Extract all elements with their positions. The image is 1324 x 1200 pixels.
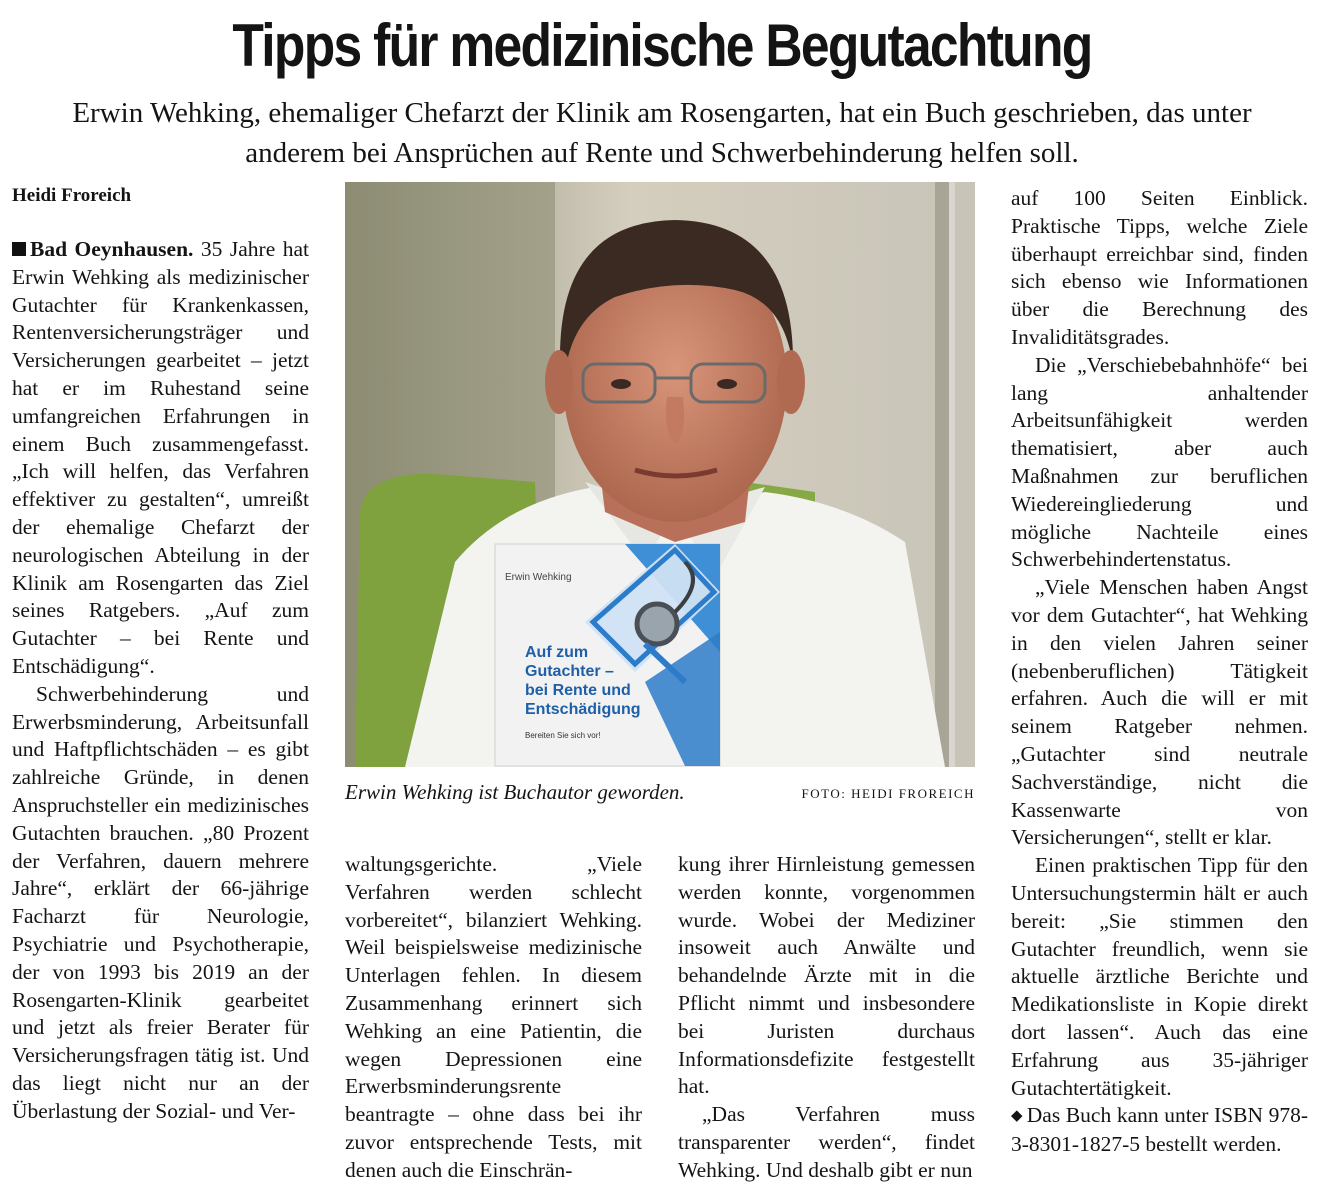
article-paragraph: Schwerbehinderung und Erwerbsminderung, Arbeitsunfall und Haftpflichtschäden – es gibt zahlreiche Gründe, in denen Anspruchsteller ein medizinisches Gutachten brauchen. „80 Prozent der Verfahren, dauern mehrere Jahre“, erklärt der 66-jährige Facharzt für Neurologie, Psychiatrie und Psychotherapie, der von 1993 bis 2019 an der Rosengarten-Klinik gearbeitet und jetzt als freier Berater für Versicherungsfragen tätig ist. Und das liegt nicht nur an der Überlastung der Sozial- und Ver- — [12, 681, 309, 1123]
book-title-line: bei Rente und — [525, 682, 631, 699]
photo-caption: Erwin Wehking ist Buchautor geworden. — [345, 780, 685, 804]
photo-credit: FOTO: HEIDI FROREICH — [801, 786, 975, 801]
diamond-bullet-icon: ◆ — [1011, 1108, 1023, 1125]
article-paragraph — [1011, 1102, 1308, 1159]
isbn-note: Das Buch kann unter ISBN 978-3-8301-1827-5 bestellt werden. — [1011, 1103, 1308, 1157]
article-paragraph: „Das Verfahren muss transparenter werden“, findet Wehking. Und deshalb gibt er nun — [678, 1102, 975, 1182]
book-tagline: Bereiten Sie sich vor! — [525, 731, 601, 740]
dateline: Bad Oeynhausen. — [30, 237, 194, 261]
book-title-line: Auf zum — [525, 644, 589, 661]
article-column-4 — [1011, 185, 1308, 1159]
article-photo — [345, 182, 975, 767]
headline: Tipps für medizinische Begutachtung — [232, 12, 1092, 79]
book-title-line: Gutachter – — [525, 663, 614, 680]
article-paragraph: „Viele Menschen haben Angst vor dem Gutachter“, hat Wehking in den vielen Jahren seiner (nebenberuflichen) Tätigkeit erfahren. Auch die will er mit seinem Ratgeber nehmen. „Gutachter sind neutrale Sachverständige, nicht die Kassenwarte von Versicherungen“, stellt er klar. — [1011, 575, 1308, 850]
book-cover — [495, 544, 720, 766]
article-paragraph: waltungsgerichte. „Viele Verfahren werden schlecht vorbereitet“, bilanziert Wehking. Weil beispielsweise medizinische Unterlagen fehlen. In diesem Zusammenhang erinnert sich Wehking an eine Patientin, die wegen Depressionen eine Erwerbsminderungsrente beantragte – ohne dass bei ihr zuvor entsprechende Tests, mit denen auch die Einschrän- — [345, 852, 642, 1182]
article-paragraph: Die „Verschiebebahnhöfe“ bei lang anhaltender Arbeitsunfähigkeit werden thematisiert, aber auch Maßnahmen zur beruflichen Wiedereingliederung und mögliche Nachteile eines Schwerbehindertenstatus. — [1011, 352, 1308, 572]
article-paragraph: kung ihrer Hirnleistung gemessen werden konnte, vorgenommen wurde. Wobei der Mediziner insoweit auch Anwälte und behandelnde Ärzte mit in die Pflicht nimmt und insbesondere bei Juristen durchaus Informationsdefizite festgestellt hat. — [678, 852, 975, 1099]
paragraph-text: 35 Jahre hat Erwin Wehking als medizinischer Gutachter für Krankenkassen, Rentenversicherungsträger und Versicherungen gearbeitet – jetzt hat er im Ruhestand seine umfangreichen Erfahrungen in einem Buch zusammengefasst. „Ich will helfen, das Verfahren effektiver zu gestalten“, umreißt der ehemalige Chefarzt der neurologischen Abteilung in der Klinik am Rosengarten das Ziel seines Ratgebers. „Auf zum Gutachter – bei Rente und Entschädigung“. — [12, 237, 309, 678]
author-byline: Heidi Froreich — [12, 185, 132, 206]
book-title-line: Entschädigung — [525, 701, 641, 718]
article-paragraph: auf 100 Seiten Einblick. Praktische Tipps, welche Ziele überhaupt erreichbar sind, finden sich ebenso wie Informationen über die Berechnung des Invaliditätsgrades. — [1011, 186, 1308, 349]
article-paragraph — [12, 236, 309, 681]
square-bullet-icon — [12, 242, 26, 256]
subheadline: Erwin Wehking, ehemaliger Chefarzt der Klinik am Rosengarten, hat ein Buch geschrieben, das unter anderem bei Ansprüchen auf Rente und Schwerbehinderung helfen soll. — [72, 97, 1252, 169]
article-column-3 — [678, 851, 975, 1185]
article-paragraph: Einen praktischen Tipp für den Untersuchungstermin hält er auch bereit: „Sie stimmen den Gutachter freundlich, wenn sie aktuelle ärztliche Berichte und Medikationsliste in Kopie direkt dort lassen“. Auch das eine Erfahrung aus 35-jähriger Gutachtertätigkeit. — [1011, 853, 1308, 1100]
article-column-1 — [12, 236, 309, 1126]
book-author: Erwin Wehking — [505, 572, 572, 583]
article-column-2 — [345, 851, 642, 1185]
photo-illustration — [345, 182, 975, 767]
